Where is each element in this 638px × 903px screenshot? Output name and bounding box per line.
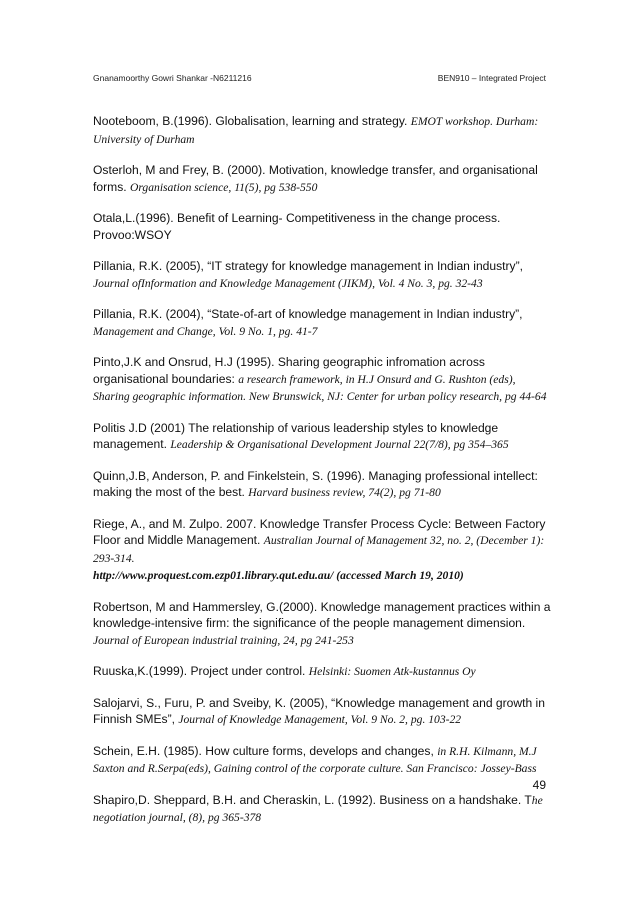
reference-source: Harvard business review, 74(2), pg 71-80 xyxy=(248,486,441,499)
reference-source: Management and Change, Vol. 9 No. 1, pg. 41-7 xyxy=(93,324,318,338)
reference-item xyxy=(93,258,553,292)
reference-text: Pinto,J.K and Onsrud, H.J (1995). Sharing geographic infromation across organisational boundaries: xyxy=(93,355,485,386)
reference-item xyxy=(93,792,553,827)
reference-source: Journal of Knowledge Management, Vol. 9 No. 2, pg. 103-22 xyxy=(178,713,462,726)
reference-source: Organisation science, 11(5), pg 538-550 xyxy=(129,180,318,194)
reference-text: Otala,L.(1996). Benefit of Learning- Competitiveness in the change process. Provoo:WSOY xyxy=(93,211,501,242)
reference-item xyxy=(93,354,553,406)
reference-source: Leadership & Organisational Development Journal 22(7/8), pg 354–365 xyxy=(170,438,509,451)
reference-item xyxy=(93,113,553,148)
reference-item xyxy=(93,516,553,585)
reference-item xyxy=(93,743,553,778)
reference-source: he negotiation journal, (8), pg 365-378 xyxy=(93,793,543,824)
reference-text: Shapiro,D. Sheppard, B.H. and Cheraskin, L. (1992). Business on a handshake. T xyxy=(93,792,532,807)
reference-item xyxy=(93,306,553,340)
page-header xyxy=(93,73,546,83)
reference-item xyxy=(93,162,553,196)
header-author: Gnanamoorthy Gowri Shankar -N6211216 xyxy=(93,73,252,83)
reference-text: Pillania, R.K. (2004), “State-of-art of knowledge management in Indian industry”, xyxy=(93,307,523,321)
reference-source: Australian Journal of Management 32, no. 2, (December 1): 293-314. xyxy=(93,534,545,565)
reference-source: in R.H. Kilmann, M.J Saxton and R.Serpa(eds), Gaining control of the corporate culture. San Francisco: Jossey-Bass xyxy=(93,744,537,775)
reference-text: Robertson, M and Hammersley, G.(2000). Knowledge management practices within a knowledge-intensive firm: the significance of the people management dimension. xyxy=(93,599,551,630)
reference-item xyxy=(93,468,553,502)
reference-text: Salojarvi, S., Furu, P. and Sveiby, K. (2005), “Knowledge management and growth in Finnish SMEs”, xyxy=(93,695,545,726)
reference-url: http://www.proquest.com.ezp01.library.qut.edu.au/ (accessed March 19, 2010) xyxy=(93,569,464,582)
reference-text: Ruuska,K.(1999). Project under control. xyxy=(93,664,309,678)
reference-source: Journal ofInformation and Knowledge Management (JIKM), Vol. 4 No. 3, pg. 32-43 xyxy=(93,276,483,290)
reference-text: Pillania, R.K. (2005), “IT strategy for knowledge management in Indian industry”, xyxy=(93,259,523,273)
reference-text: Quinn,J.B, Anderson, P. and Finkelstein, S. (1996). Managing professional intellect: making the most of the best. xyxy=(93,468,538,499)
reference-item xyxy=(93,663,553,681)
reference-list xyxy=(93,113,553,841)
reference-source: a research framework, in H.J Onsurd and G. Rushton (eds), Sharing geographic information. New Brunswick, NJ: Center for urban policy research, pg 44-64 xyxy=(93,372,547,403)
header-course: BEN910 – Integrated Project xyxy=(437,73,546,83)
reference-text: Schein, E.H. (1985). How culture forms, develops and changes, xyxy=(93,743,438,758)
reference-item xyxy=(93,695,553,729)
page-number: 49 xyxy=(532,778,546,792)
reference-text: Nooteboom, B.(1996). Globalisation, learning and strategy. xyxy=(93,114,411,128)
reference-item xyxy=(93,210,553,244)
reference-item xyxy=(93,420,553,454)
reference-source: EMOT workshop. Durham: University of Durham xyxy=(93,115,539,146)
reference-text: Osterloh, M and Frey, B. (2000). Motivation, knowledge transfer, and organisational forms. xyxy=(93,163,538,194)
reference-source: Helsinki: Suomen Atk-kustannus Oy xyxy=(308,665,476,678)
reference-source: Journal of European industrial training, 24, pg 241-253 xyxy=(93,633,354,647)
reference-item xyxy=(93,599,553,650)
reference-text: Politis J.D (2001) The relationship of various leadership styles to knowledge management. xyxy=(93,420,499,451)
reference-text: Riege, A., and M. Zulpo. 2007. Knowledge Transfer Process Cycle: Between Factory Floor and Middle Management. xyxy=(93,516,546,547)
